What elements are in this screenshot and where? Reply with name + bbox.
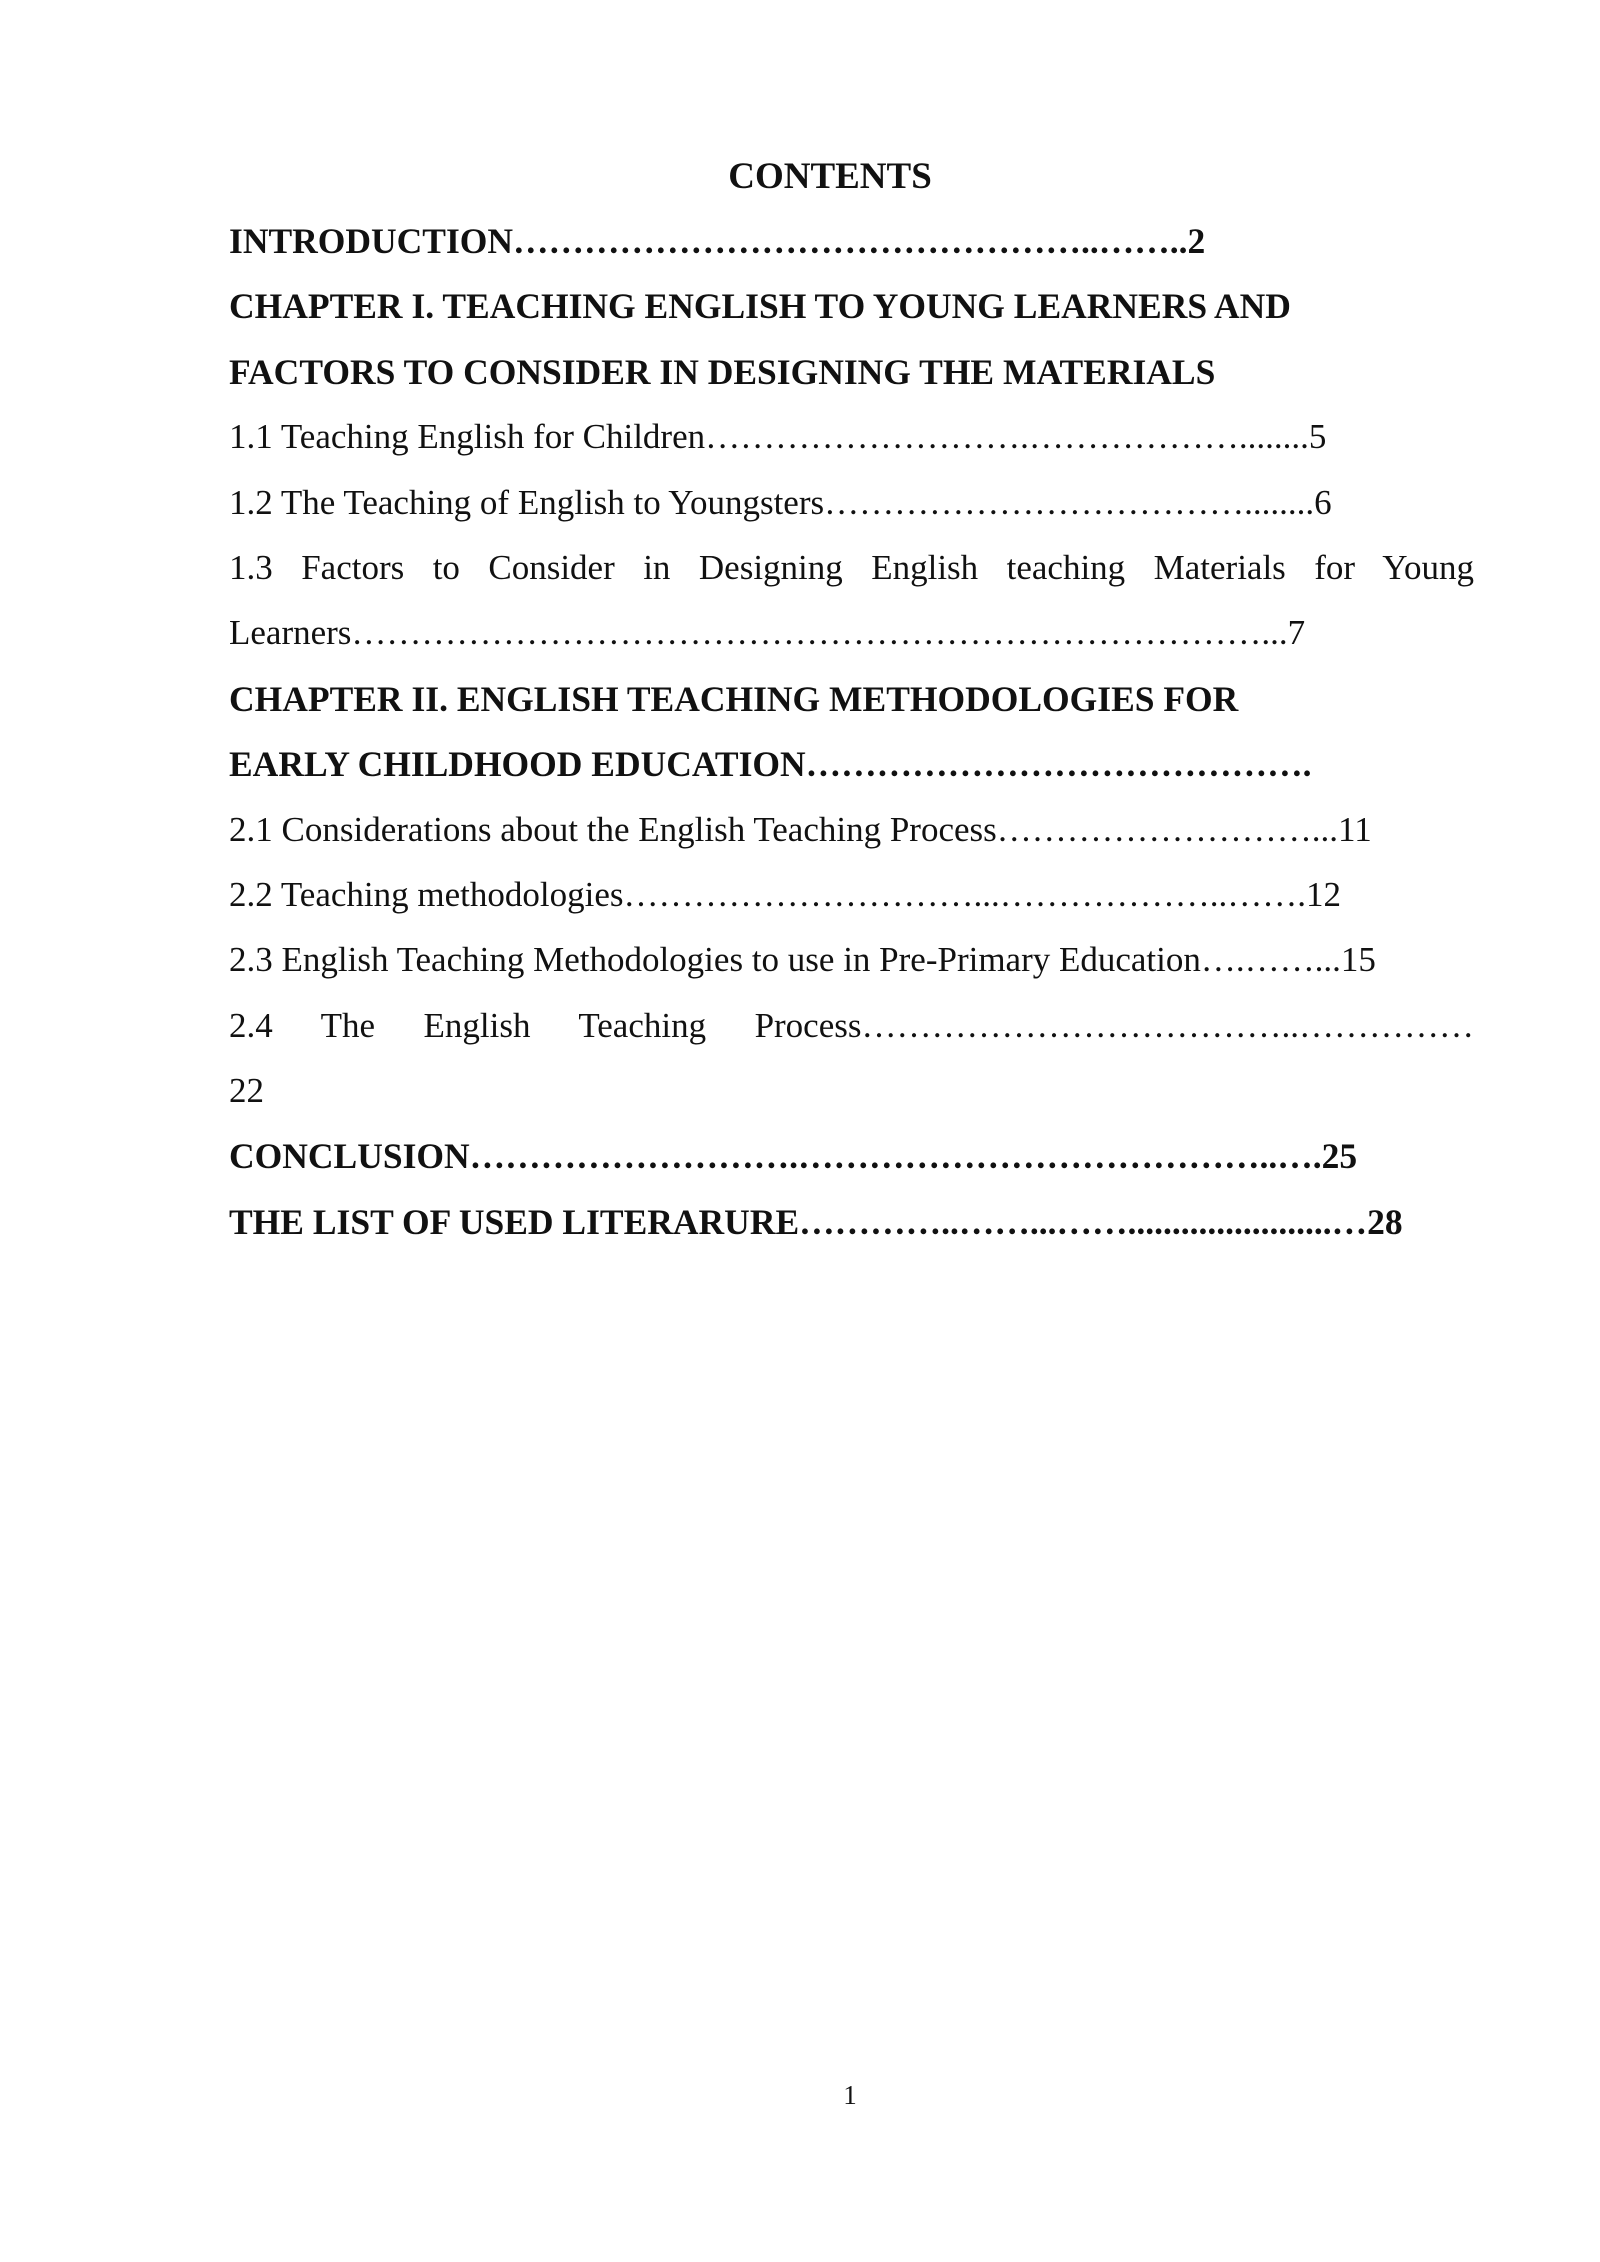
toc-entry-2-1[interactable]: 2.1 Considerations about the English Teaching Process………………………...11 bbox=[229, 809, 1372, 849]
table-of-contents bbox=[229, 214, 1474, 1260]
toc-entry-chapter-2-line-1[interactable]: CHAPTER II. ENGLISH TEACHING METHODOLOGIES FOR bbox=[229, 678, 1239, 719]
toc-entry-chapter-2-line-2[interactable]: EARLY CHILDHOOD EDUCATION……………………………………. bbox=[229, 744, 1312, 785]
toc-entry-2-2[interactable]: 2.2 Teaching methodologies…………………………...………………..…….12 bbox=[229, 874, 1341, 914]
page-title: CONTENTS bbox=[728, 156, 932, 197]
toc-entry-1-1[interactable]: 1.1 Teaching English for Children……………………….………………........5 bbox=[229, 417, 1327, 457]
toc-entry-chapter-1-line-2[interactable]: FACTORS TO CONSIDER IN DESIGNING THE MATERIALS bbox=[229, 351, 1216, 392]
toc-entry-2-4-line-2[interactable]: 22 bbox=[229, 1071, 264, 1111]
toc-entry-conclusion[interactable]: CONCLUSION……………………….…………………………………..….25 bbox=[229, 1136, 1358, 1177]
toc-entry-introduction[interactable]: INTRODUCTION…………………………………………..……..2 bbox=[229, 221, 1206, 261]
toc-entry-2-4-line-1[interactable]: 2.4 The English Teaching Process………………………………..…………… bbox=[229, 1005, 1474, 1045]
toc-entry-1-2[interactable]: 1.2 The Teaching of English to Youngsters………………………………........6 bbox=[229, 482, 1332, 522]
toc-entry-chapter-1-line-1[interactable]: CHAPTER I. TEACHING ENGLISH TO YOUNG LEARNERS AND bbox=[229, 286, 1291, 327]
toc-entry-literature[interactable]: THE LIST OF USED LITERARURE…………..……...…….......................…28 bbox=[229, 1201, 1403, 1242]
toc-entry-1-3-line-2[interactable]: Learners……………………………………………………………………...7 bbox=[229, 613, 1306, 653]
toc-entry-1-3-line-1[interactable]: 1.3 Factors to Consider in Designing English teaching Materials for Young bbox=[229, 547, 1474, 587]
page-number: 1 bbox=[843, 2080, 857, 2110]
toc-entry-2-3[interactable]: 2.3 English Teaching Methodologies to use in Pre-Primary Education….……...15 bbox=[229, 940, 1376, 980]
